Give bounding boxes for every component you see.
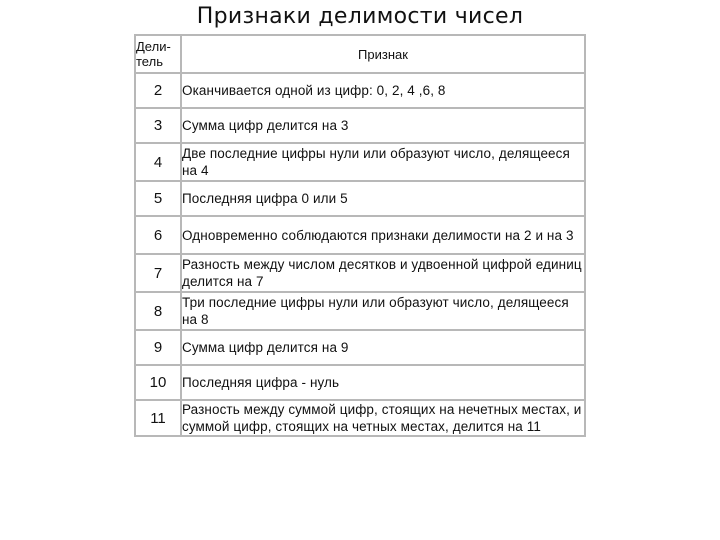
page-title: Признаки делимости чисел [196, 4, 524, 29]
sign-cell: Последняя цифра - нуль [181, 365, 585, 400]
sign-cell: Сумма цифр делится на 3 [181, 108, 585, 143]
table-row [135, 181, 585, 216]
table-row [135, 330, 585, 365]
divisor-cell: 9 [135, 330, 181, 365]
table-row [135, 73, 585, 108]
table-row [135, 400, 585, 436]
table-row [135, 254, 585, 292]
sign-cell: Последняя цифра 0 или 5 [181, 181, 585, 216]
divisor-cell: 3 [135, 108, 181, 143]
table-row [135, 143, 585, 181]
sign-cell: Оканчивается одной из цифр: 0, 2, 4 ,6, 8 [181, 73, 585, 108]
divisor-cell: 2 [135, 73, 181, 108]
divisor-cell: 5 [135, 181, 181, 216]
sign-cell: Две последние цифры нули или образуют число, делящееся на 4 [181, 143, 585, 181]
divisor-cell: 6 [135, 216, 181, 254]
table-header-row [135, 35, 585, 73]
divisor-cell: 7 [135, 254, 181, 292]
divisor-cell: 8 [135, 292, 181, 330]
table-row [135, 292, 585, 330]
divisibility-table [134, 34, 586, 437]
divisor-cell: 10 [135, 365, 181, 400]
header-sign: Признак [181, 35, 585, 73]
divisor-cell: 4 [135, 143, 181, 181]
sign-cell: Одновременно соблюдаются признаки делимости на 2 и на 3 [181, 216, 585, 254]
table-row [135, 216, 585, 254]
sign-cell: Три последние цифры нули или образуют число, делящееся на 8 [181, 292, 585, 330]
divisor-cell: 11 [135, 400, 181, 436]
table-row [135, 365, 585, 400]
sign-cell: Разность между суммой цифр, стоящих на нечетных местах, и суммой цифр, стоящих на четных местах, делится на 11 [181, 400, 585, 436]
header-divisor: Дели- тель [135, 35, 181, 73]
sign-cell: Сумма цифр делится на 9 [181, 330, 585, 365]
table-row [135, 108, 585, 143]
sign-cell: Разность между числом десятков и удвоенной цифрой единиц делится на 7 [181, 254, 585, 292]
